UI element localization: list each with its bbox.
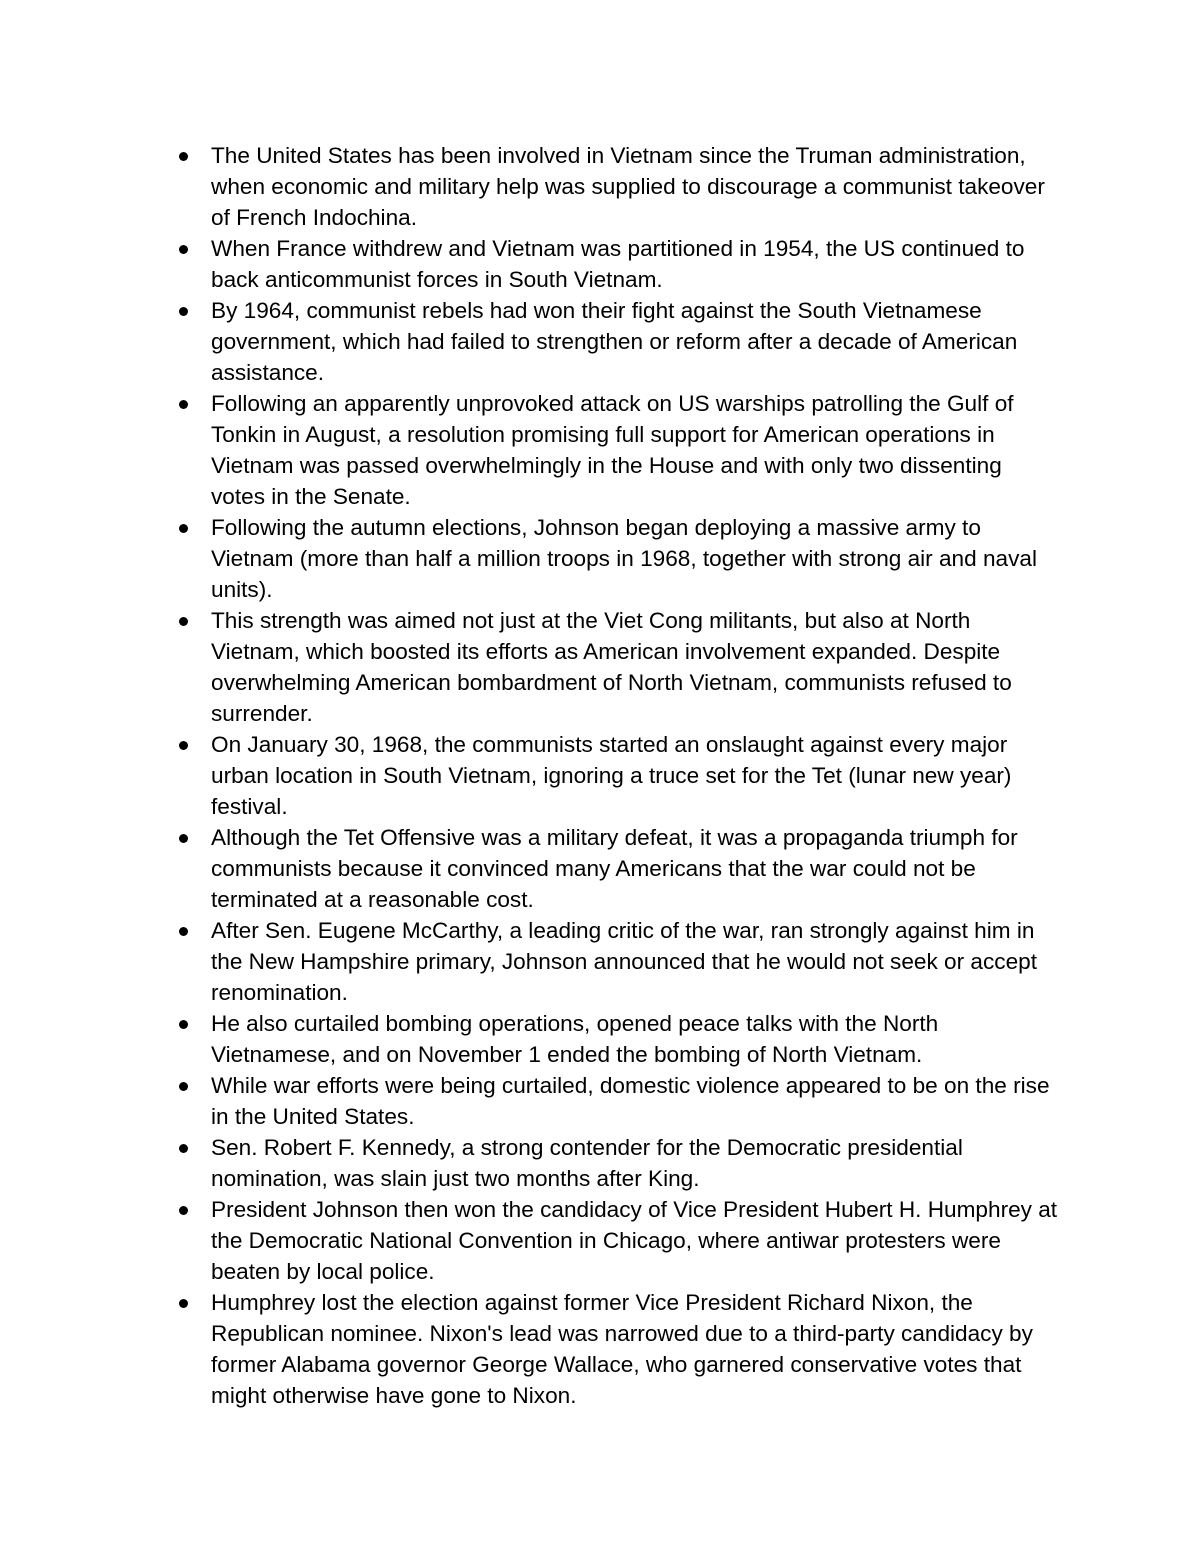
list-item-text: This strength was aimed not just at the Viet Cong militants, but also at North Vietnam, which boosted its efforts as American involvement expanded. Despite overwhelming American bombardment of North Vietnam, communists refused to surrender.: [211, 608, 1012, 726]
list-item: [172, 512, 1062, 605]
list-item-text: The United States has been involved in Vietnam since the Truman administration, when economic and military help was supplied to discourage a communist takeover of French Indochina.: [211, 143, 1045, 230]
bullet-icon: [179, 1299, 188, 1308]
list-item-text: By 1964, communist rebels had won their fight against the South Vietnamese government, which had failed to strengthen or reform after a decade of American assistance.: [211, 298, 1018, 385]
list-item: [172, 729, 1062, 822]
list-item-text: President Johnson then won the candidacy of Vice President Hubert H. Humphrey at the Democratic National Convention in Chicago, where antiwar protesters were beaten by local police.: [211, 1197, 1058, 1284]
list-item-text: Following the autumn elections, Johnson began deploying a massive army to Vietnam (more than half a million troops in 1968, together with strong air and naval units).: [211, 515, 1037, 602]
list-item: [172, 233, 1062, 295]
list-item: [172, 1194, 1062, 1287]
list-item-text: Following an apparently unprovoked attack on US warships patrolling the Gulf of Tonkin in August, a resolution promising full support for American operations in Vietnam was passed overwhelmingly in the House and with only two dissenting votes in the Senate.: [211, 391, 1014, 509]
list-item: [172, 1287, 1062, 1411]
list-item: [172, 295, 1062, 388]
list-item-text: When France withdrew and Vietnam was partitioned in 1954, the US continued to back anticommunist forces in South Vietnam.: [211, 236, 1025, 292]
bullet-icon: [179, 1206, 188, 1215]
list-item: [172, 1070, 1062, 1132]
bullet-icon: [179, 400, 188, 409]
list-item-text: He also curtailed bombing operations, opened peace talks with the North Vietnamese, and on November 1 ended the bombing of North Vietnam.: [211, 1011, 939, 1067]
bullet-icon: [179, 834, 188, 843]
list-item-text: While war efforts were being curtailed, domestic violence appeared to be on the rise in the United States.: [211, 1073, 1050, 1129]
bullet-icon: [179, 245, 188, 254]
bullet-list: [172, 140, 1062, 1411]
bullet-icon: [179, 741, 188, 750]
bullet-icon: [179, 1082, 188, 1091]
list-item-text: Humphrey lost the election against former Vice President Richard Nixon, the Republican nominee. Nixon's lead was narrowed due to a third-party candidacy by former Alabama governor George Wallace, who garnered conservative votes that might otherwise have gone to Nixon.: [211, 1290, 1033, 1408]
list-item: [172, 822, 1062, 915]
bullet-icon: [179, 1144, 188, 1153]
bullet-icon: [179, 927, 188, 936]
bullet-icon: [179, 152, 188, 161]
bullet-icon: [179, 524, 188, 533]
list-item-text: Sen. Robert F. Kennedy, a strong contender for the Democratic presidential nomination, was slain just two months after King.: [211, 1135, 963, 1191]
list-item: [172, 140, 1062, 233]
list-item-text: On January 30, 1968, the communists started an onslaught against every major urban location in South Vietnam, ignoring a truce set for the Tet (lunar new year) festival.: [211, 732, 1012, 819]
list-item: [172, 1008, 1062, 1070]
bullet-icon: [179, 617, 188, 626]
list-item: [172, 388, 1062, 512]
list-item-text: Although the Tet Offensive was a military defeat, it was a propaganda triumph for communists because it convinced many Americans that the war could not be terminated at a reasonable cost.: [211, 825, 1018, 912]
list-item: [172, 605, 1062, 729]
bullet-icon: [179, 307, 188, 316]
list-item: [172, 1132, 1062, 1194]
list-item: [172, 915, 1062, 1008]
list-item-text: After Sen. Eugene McCarthy, a leading critic of the war, ran strongly against him in the New Hampshire primary, Johnson announced that he would not seek or accept renomination.: [211, 918, 1037, 1005]
bullet-icon: [179, 1020, 188, 1029]
